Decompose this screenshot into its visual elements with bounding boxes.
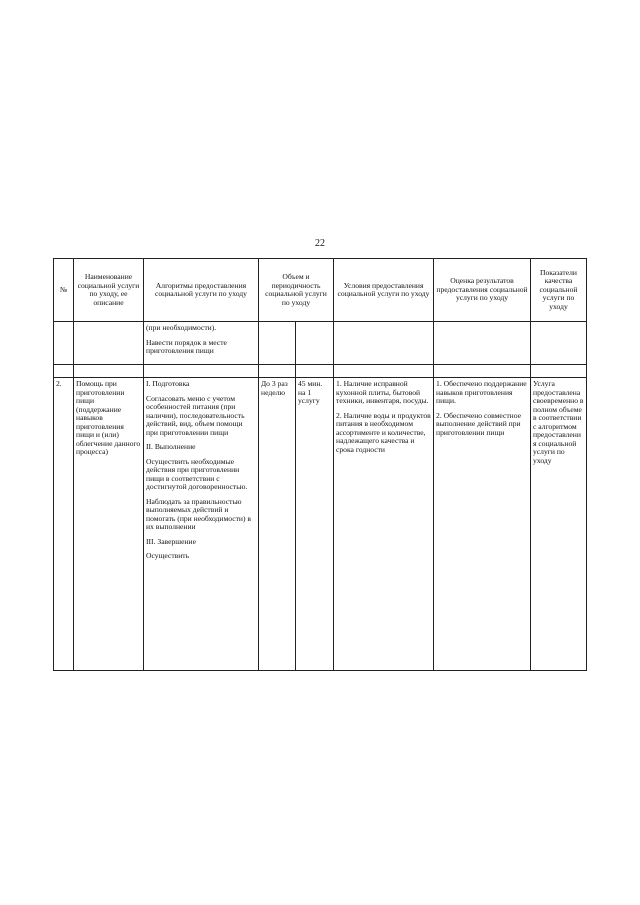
header-indicators: Показатели качества социальной услуги по уходу (531, 259, 587, 322)
header-assessment: Оценка результатов предоставления социальной услуги по уходу (434, 259, 531, 322)
table-header-row (54, 259, 587, 322)
header-num: № (54, 259, 74, 322)
duration-cell: 45 мин. на 1 услугу (296, 378, 334, 671)
cont-name-cell (74, 322, 144, 365)
alg-step-6: III. Завершение (146, 536, 196, 546)
alg-step-5: Наблюдать за правильностью выполняемых действий и помогать (при необходимости) в их выполнении (146, 496, 252, 531)
alg-step-7: Осуществить (146, 551, 190, 560)
assessment-cell (434, 378, 531, 671)
cont-line-2: Навести порядок в месте приготовления пищи (146, 337, 227, 355)
condition-2: 2. Наличие воды и продуктов питания в необходимом ассортименте и количестве, надлежащего качества и срока годности (336, 410, 431, 454)
condition-1: 1. Наличие исправной кухонной плиты, бытовой техники, инвентаря, посуды. (336, 379, 429, 405)
conditions-cell (334, 378, 434, 671)
header-algorithm: Алгоритмы предоставления социальной услуги по уходу (144, 259, 259, 322)
alg-step-2: Согласовать меню с учетом особенностей питания (при наличии), последовательность действий, вид, объем помощи при приготовлении пищи (146, 393, 245, 437)
cont-line-1: (при необходимости). (146, 323, 217, 332)
alg-step-1: I. Подготовка (146, 379, 190, 388)
frequency-cell: До 3 раз неделю (259, 378, 296, 671)
header-volume: Объем и периодичность социальной услуги по уходу (259, 259, 334, 322)
indicator-cell: Услуга предоставлена своевременно в полном объеме в соответствии с алгоритмом предоставления социальной услуги по уходу (531, 378, 587, 671)
header-conditions: Условия предоставления социальной услуги по уходу (334, 259, 434, 322)
alg-step-3: II. Выполнение (146, 442, 196, 451)
assessment-2: 2. Обеспечено совместное выполнение действий при приготовлении пищи (436, 410, 521, 437)
page-number: 22 (315, 238, 325, 249)
alg-step-4: Осуществить необходимые действия при приготовлении пищи в соответствии с достигнутой договоренностью. (146, 456, 248, 491)
service-name: Помощь при приготовлении пищи (поддержание навыков приготовления пищи и (или) облегчение данного процесса) (74, 378, 144, 671)
table-row-2 (54, 378, 587, 671)
row-num: 2. (54, 378, 74, 671)
header-name: Наименование социальной услуги по уходу, ее описание (74, 259, 144, 322)
services-table (53, 258, 587, 671)
cont-algorithm-cell (144, 322, 259, 365)
table-row-continuation (54, 322, 587, 365)
algorithm-cell (144, 378, 259, 671)
cont-num-cell (54, 322, 74, 365)
table-row-gap (54, 365, 587, 378)
assessment-1: 1. Обеспечено поддержание навыков приготовления пищи. (436, 379, 527, 405)
